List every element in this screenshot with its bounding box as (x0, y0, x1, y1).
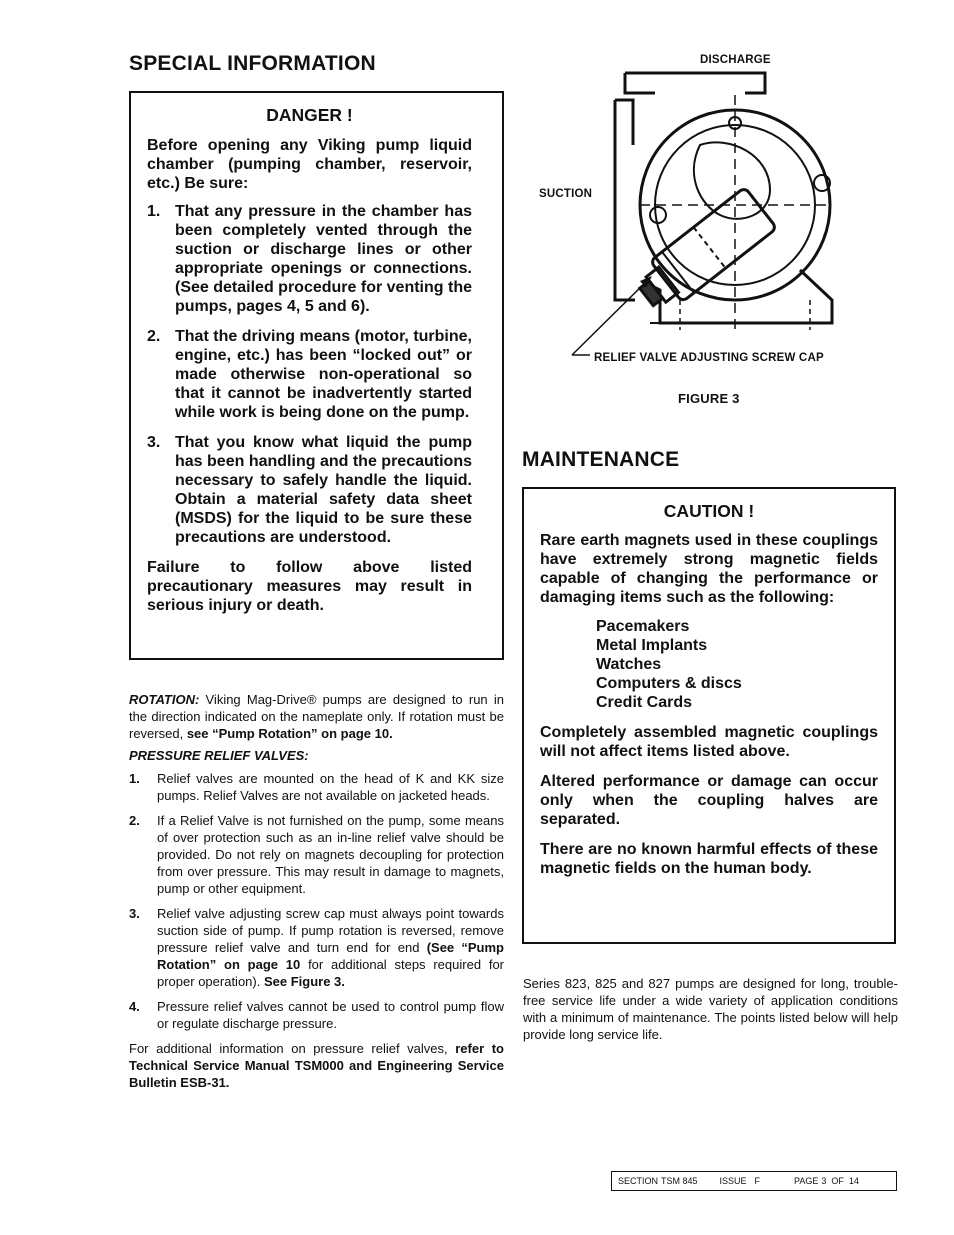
caution-item: Credit Cards (596, 694, 693, 711)
series-paragraph: Series 823, 825 and 827 pumps are designed for long, trouble-free service life under a wide variety of application conditions with a minimum of maintenance. The points listed below will help provide long service life. (523, 976, 898, 1042)
prv-list (129, 770, 504, 1032)
caution-title: CAUTION ! (663, 501, 755, 521)
caution-item: Watches (596, 656, 662, 673)
caution-intro: Rare earth magnets used in these couplings have extremely strong magnetic fields capable of changing the performance or damaging items such as the following: (540, 532, 878, 606)
danger-closing: Failure to follow above listed precautionary measures may result in serious injury or death. (147, 559, 472, 614)
rotation-paragraph: ROTATION: Viking Mag-Drive® pumps are designed to run in the direction indicated on the nameplate only. If rotation must be reversed, see “Pump Rotation” on page 10. (129, 692, 504, 741)
caution-item: Computers & discs (596, 675, 742, 692)
prv-list-item: 2. If a Relief Valve is not furnished on the pump, some means of over protection such as an in-line relief valve should be provided. Do not rely on magnets decoupling for protection from over pressure. This may result in damage to magnets, pump or other equipment. (129, 813, 504, 896)
rotation-ref: see “Pump Rotation” on page 10. (186, 726, 393, 741)
danger-box (129, 91, 504, 660)
caution-item-list (540, 617, 878, 712)
danger-list-item: 3. That you know what liquid the pump has been handling and the precautions necessary to safely handle the liquid. Obtain a material safety data sheet (MSDS) for the liquid to be sure these precautions are understood. (147, 434, 472, 546)
rotation-label: ROTATION: (129, 692, 200, 707)
figure-caption: FIGURE 3 (678, 391, 740, 406)
caution-paragraph-2: Altered performance or damage can occur only when the coupling halves are separated. (540, 773, 878, 828)
caution-paragraph-1: Completely assembled magnetic couplings will not affect items listed above. (540, 724, 878, 760)
danger-intro: Before opening any Viking pump liquid chamber (pumping chamber, reservoir, etc.) Be sure: (147, 137, 472, 192)
danger-list-item: 2. That the driving means (motor, turbine, engine, etc.) has been “locked out” or made otherwise non-operational so that it cannot be inadvertently started while work is being done on the pump. (147, 328, 472, 421)
danger-title: DANGER ! (266, 105, 353, 125)
figure-label-relief-valve: RELIEF VALVE ADJUSTING SCREW CAP (594, 352, 824, 364)
caution-box (522, 487, 896, 944)
prv-list-item: 1. Relief valves are mounted on the head of K and KK size pumps. Relief Valves are not available on jacketed heads. (129, 771, 504, 803)
section-heading-maintenance: MAINTENANCE (522, 448, 680, 471)
prv-list-item: 3. Relief valve adjusting screw cap must always point towards suction side of pump. If pump rotation is reversed, remove pressure relief valve and turn end for end (See “Pump Rotation” on page 10 for additional steps required for proper operation). See Figure 3. (129, 906, 505, 989)
caution-item: Pacemakers (596, 618, 690, 635)
section-heading-special-information: SPECIAL INFORMATION (129, 52, 376, 75)
left-body (129, 691, 504, 1091)
additional-ref: refer to Technical Service Manual TSM000 and Engineering Service Bulletin ESB-31. (129, 1041, 504, 1090)
danger-list-item: 1. That any pressure in the chamber has been completely vented through the suction or discharge lines or other appropriate openings or connections. (See detailed procedure for venting the pumps, pages 4, 5 and 6). (147, 203, 472, 315)
prv-heading: PRESSURE RELIEF VALVES: (129, 748, 309, 763)
figure-label-suction: SUCTION (539, 188, 593, 200)
caution-item: Metal Implants (596, 637, 708, 654)
figure-label-discharge: DISCHARGE (700, 54, 771, 66)
pump-diagram (560, 65, 850, 365)
page-footer: SECTION TSM 845 ISSUE F PAGE 3 OF 14 (611, 1171, 897, 1191)
caution-paragraph-3: There are no known harmful effects of these magnetic fields on the human body. (540, 841, 878, 877)
prv-list-item: 4. Pressure relief valves cannot be used to control pump flow or regulate discharge pressure. (129, 999, 504, 1031)
danger-list (147, 202, 472, 547)
additional-info-paragraph: For additional information on pressure relief valves, refer to Technical Service Manual TSM000 and Engineering Service Bulletin ESB-31. (129, 1041, 504, 1090)
